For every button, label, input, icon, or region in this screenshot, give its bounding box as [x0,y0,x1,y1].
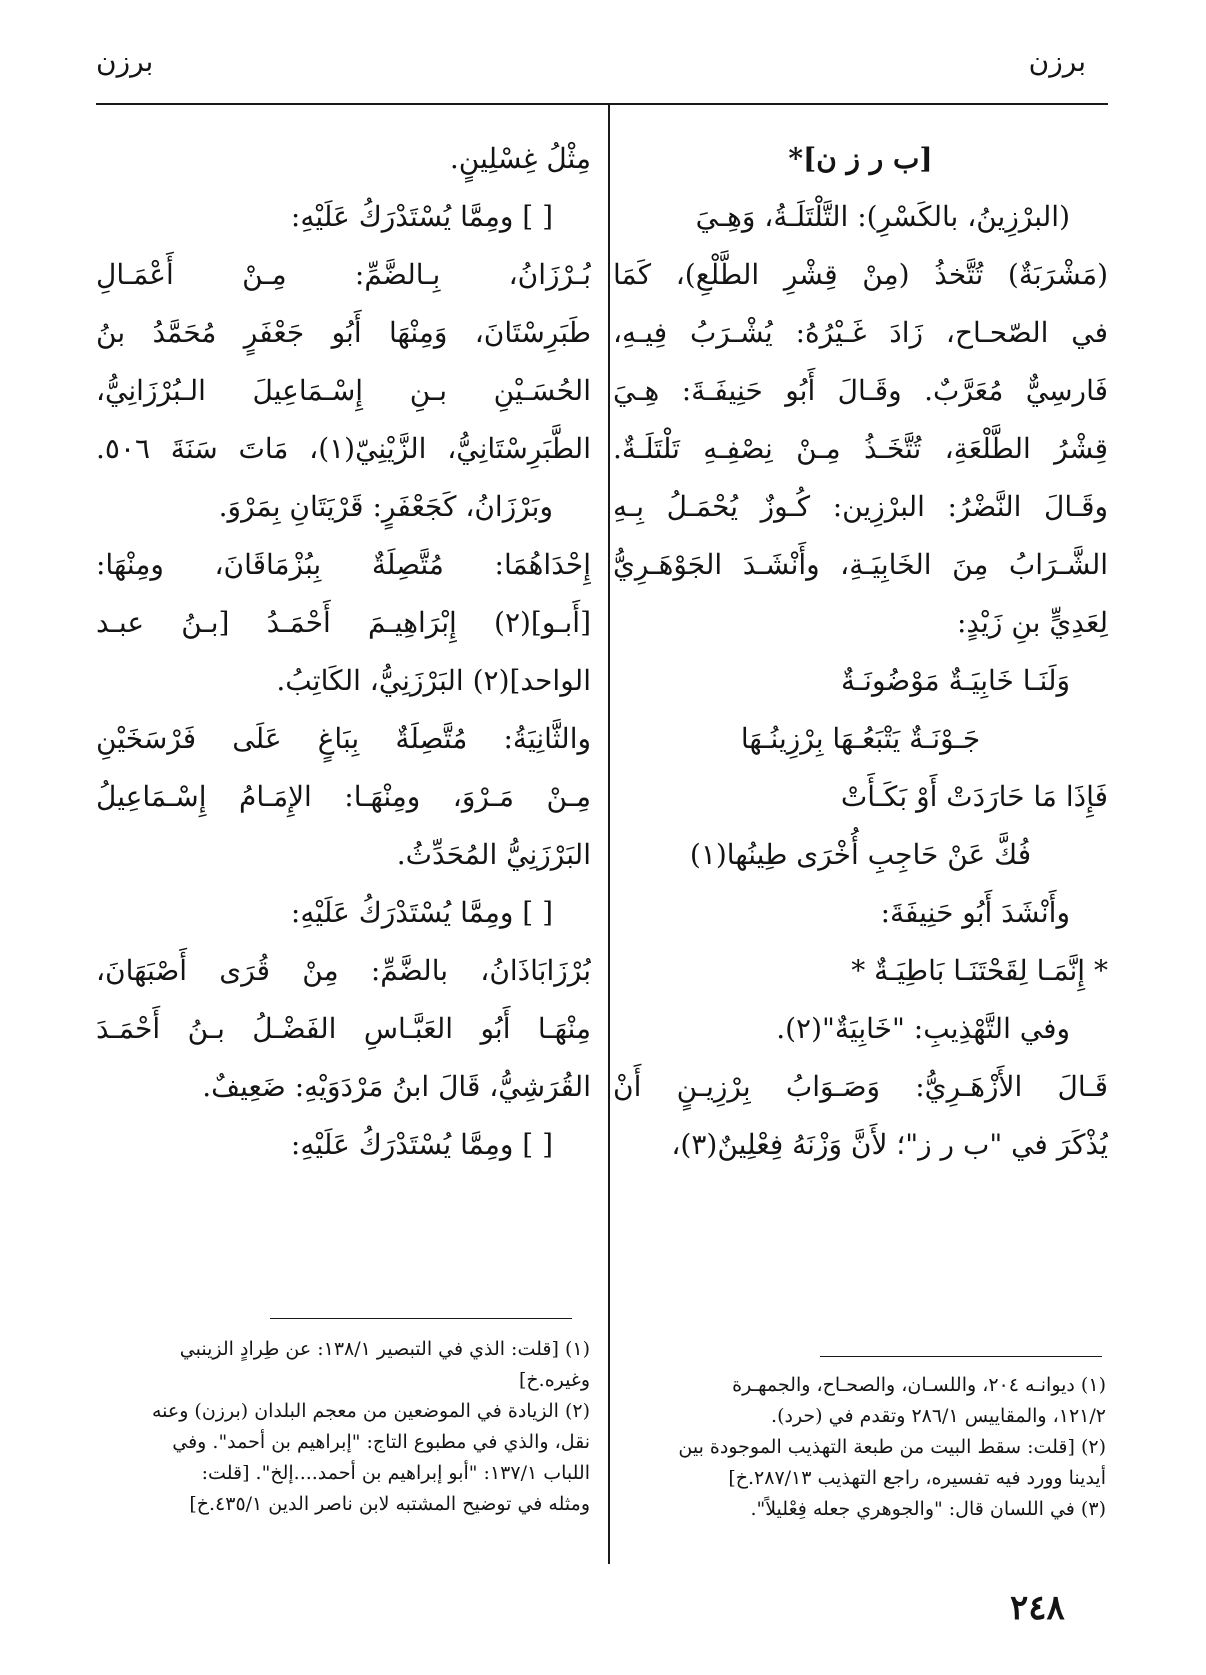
footnote-line: (٢) الزيادة في الموضعين من معجم البلدان (برزن) وعنه [151,1400,590,1422]
footnote-line: (٣) في اللسان قال: "والجوهري جعله فِعْليلاً". [750,1498,1106,1520]
footnote-rule-left [270,1318,572,1319]
left-column [96,130,591,1174]
text-line: يُذْكَرَ في "ب ر ز"؛ لأَنَّ وَزْنَهُ فِعْلِينٌ(٣)، [671,1128,1108,1161]
text-line: الحُسَـيْنِ بـنِ إِسْـمَاعِيلَ الـبُرْزَانِيُّ، [96,374,591,407]
running-head-right: برزن [1028,45,1086,78]
footnotes-right [616,1370,1106,1525]
text-line: في الصّحـاح، زَادَ غَـيْرُهُ: يُشْـرَبُ فِيـهِ، [613,316,1108,349]
text-line: بُـرْزَانُ، بِـالضَّمِّ: مِـنْ أَعْمَـالِ [96,258,591,291]
addendum-heading: [ ] ومِمَّا يُسْتَدْرَكُ عَلَيْهِ: [290,200,553,233]
footnote-line: أيدينا وورد فيه تفسيره، راجع التهذيب ٢٨٧/١٣.خ] [728,1467,1106,1489]
footnote-rule-right [820,1356,1102,1357]
right-column [613,130,1108,1174]
page-number: ٢٤٨ [1010,1588,1065,1628]
footnote-line: نقل، والذي في مطبوع التاج: "إبراهيم بن أحمد". وفي [172,1431,590,1453]
footnote-line: اللباب ١٣٧/١: "أبو إبراهيم بن أحمد....إلخ". [قلت: [201,1462,590,1484]
text-line: [أَبـو](٢) إِبْرَاهِيـمَ أَحْمَـدُ [بـنُ عبـد [96,606,591,639]
text-line: مِنْهَـا أَبُو العَبَّـاسِ الفَضْـلُ بـنُ أَحْمَـدَ [96,1012,591,1045]
entry-heading: [ب ر ز ن]* [788,142,933,175]
text-line: وأَنْشَدَ أَبُو حَنِيفَةَ: [880,896,1070,929]
addendum-heading: [ ] ومِمَّا يُسْتَدْرَكُ عَلَيْهِ: [290,1128,553,1161]
text-line: مِثْلُ غِسْلِينٍ. [449,142,591,175]
footnote-line: ومثله في توضيح المشتبه لابن ناصر الدين ٤٣٥/١.خ] [189,1493,590,1515]
text-line: القُرَشِيُّ، قَالَ ابنُ مَرْدَوَيْهِ: ضَعِيفٌ. [202,1070,591,1103]
text-line: البَرْزَنِيُّ المُحَدِّثُ. [396,838,591,871]
addendum-heading: [ ] ومِمَّا يُسْتَدْرَكُ عَلَيْهِ: [290,896,553,929]
footnote-line: (٢) [قلت: سقط البيت من طبعة التهذيب الموجودة بين [678,1436,1106,1458]
text-line: الواحد](٢) البَرْزَنِيُّ، الكَاتِبُ. [276,664,591,697]
footnote-line: وغيره.خ] [519,1369,590,1391]
text-line: (مَشْرَبَةٌ) تُتَّخذُ (مِنْ قِشْرِ الطَّلْعِ)، كَمَا [613,258,1108,291]
text-line: مِـنْ مَـرْوَ، ومِنْهَـا: الإِمَـامُ إِسْـمَاعِيلُ [96,780,591,813]
text-line: (البرْزِينُ، بالكَسْرِ): التَّلْتَلَـةُ، وَهِـيَ [695,200,1070,233]
text-line: الشَّـرَابُ مِنَ الخَابِيَـةِ، وأَنْشَـدَ الجَوْهَـرِيُّ [613,548,1108,581]
text-line: وفي التَّهْذِيبِ: "خَابِيَةٌ"(٢). [776,1012,1070,1045]
text-line: والثَّانِيَةُ: مُتَّصِلَةٌ بِبَاغٍ عَلَى فَرْسَخَيْنِ [96,722,591,755]
poem-verse: جَـوْنَـةٌ يَتْبَعُـهَا بِرْزِينُـهَا [740,722,981,755]
text-line: قِشْرُ الطَّلْعَةِ، تُتَّخَـذُ مِـنْ نِصْفِـهِ تَلْتَلَـةٌ. [613,432,1108,465]
footnote-line: (١) [قلت: الذي في التبصير ١٣٨/١: عن طِرادٍ الزينبي [179,1338,590,1360]
text-line: وقَـالَ النَّضْرُ: البرْزِين: كُـوزٌ يُحْمَـلُ بِـهِ [613,490,1108,523]
poem-verse: فُكَّ عَنْ حَاجِبِ أُخْرَى طِينُها(١) [689,838,1032,871]
text-line: لِعَدِيٍّ بنِ زَيْدٍ: [956,606,1108,639]
text-line: قَـالَ الأَزْهَـرِيُّ: وَصَـوَابُ بِرْزِيـنٍ أَنْ [613,1070,1108,1103]
text-line: الطَّبَرِسْتَانِيُّ، الزَّيْنِيّ(١)، مَاتَ سَنَةَ ٥٠٦. [96,432,591,465]
footnotes-left [100,1334,590,1520]
text-line: فَارسِيٌّ مُعَرَّبٌ. وقَـالَ أَبُو حَنِيفَـةَ: هِـيَ [613,374,1108,407]
text-line: بُرْزَابَاذَانُ، بالضَّمِّ: مِنْ قُرَى أَصْبَهَانَ، [96,954,591,987]
header-rule [96,103,1108,105]
running-head-left: برزن [96,45,154,78]
text-line: إِحْدَاهُمَا: مُتَّصِلَةٌ بِبُزْمَاقَانَ، ومِنْهَا: [96,548,591,581]
text-line: طَبَرِسْتَانَ، وَمِنْهَا أَبُو جَعْفَرٍ مُحَمَّدُ بنُ [96,316,591,349]
poem-verse: فَإِذَا مَا حَارَدَتْ أَوْ بَكَـأَتْ [840,780,1108,813]
poem-verse: * إِنَّمَـا لِقَحْتَنَـا بَاطِيَـةٌ * [851,954,1108,987]
text-line: وبَرْزَانُ، كَجَعْفَرٍ: قَرْيَتَانِ بِمَرْوَ. [218,490,553,523]
footnote-line: (١) ديوانـه ٢٠٤، واللسـان، والصحـاح، والجمهـرة [732,1374,1106,1396]
poem-verse: وَلَنَـا خَابِيَـةٌ مَوْضُونَـةٌ [840,664,1070,697]
column-divider [608,104,610,1564]
footnote-line: ١٢١/٢، والمقاييس ٢٨٦/١ وتقدم في (حرد). [771,1405,1106,1427]
